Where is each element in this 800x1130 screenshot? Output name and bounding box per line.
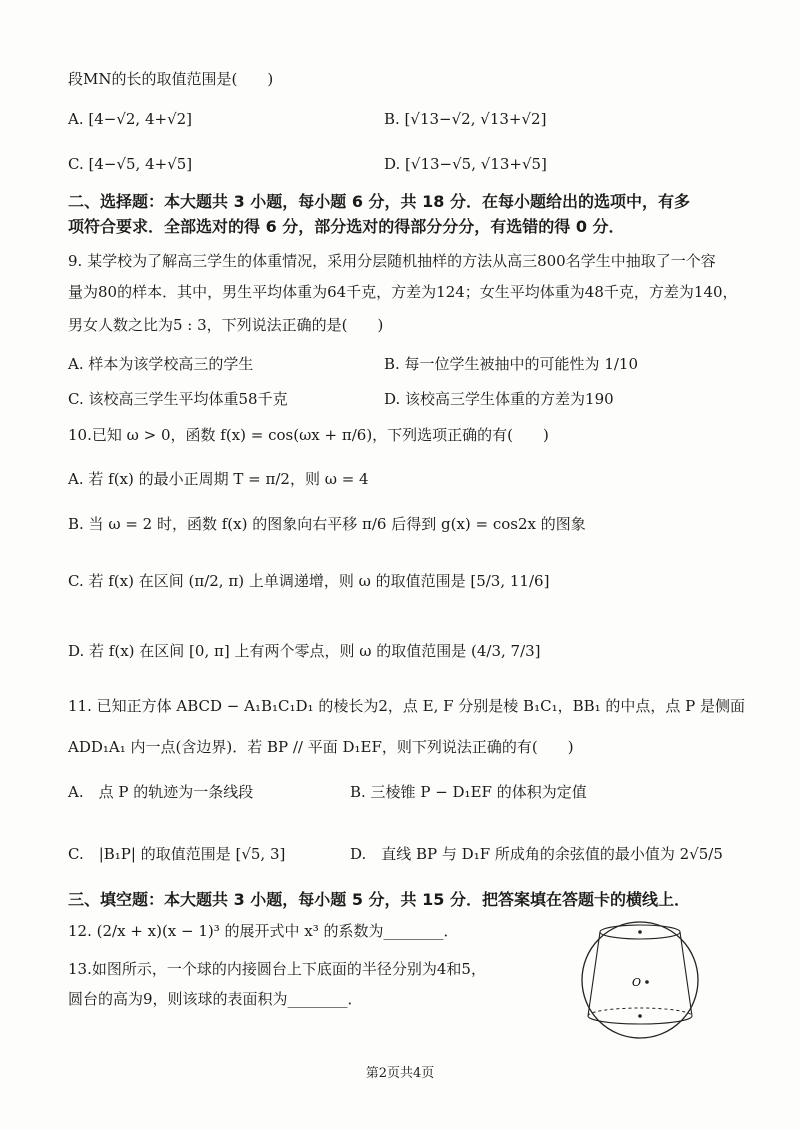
q10-option-a: A. 若 f(x) 的最小正周期 T = π/2，则 ω = 4 <box>68 470 369 488</box>
top-center-dot <box>638 930 642 934</box>
q9-option-a: A. 样本为该学校高三的学生 <box>68 355 254 373</box>
q9-option-d: D. 该校高三学生体重的方差为190 <box>384 390 614 408</box>
q8-option-d: D. [√13−√5, √13+√5] <box>384 155 547 173</box>
q8-option-b: B. [√13−√2, √13+√2] <box>384 110 547 128</box>
q11-option-b: B. 三棱锥 P − D₁EF 的体积为定值 <box>350 783 587 801</box>
q9-option-b: B. 每一位学生被抽中的可能性为 1/10 <box>384 355 639 373</box>
bottom-center-dot <box>638 1014 642 1018</box>
q12-stem: 12. (2/x + x)(x − 1)³ 的展开式中 x³ 的系数为________． <box>68 922 459 940</box>
section2-heading-line1: 二、选择题：本大题共 3 小题，每小题 6 分，共 18 分．在每小题给出的选项中，有多 <box>68 192 690 211</box>
q10-option-d: D. 若 f(x) 在区间 [0, π] 上有两个零点，则 ω 的取值范围是 (4/3, 7/3] <box>68 642 541 660</box>
q10-option-b: B. 当 ω = 2 时，函数 f(x) 的图象向右平移 π/6 后得到 g(x) = cos2x 的图象 <box>68 515 586 533</box>
q9-line1: 9. 某学校为了解高三学生的体重情况，采用分层随机抽样的方法从高三800名学生中抽取了一个容 <box>68 252 716 270</box>
q9-line2: 量为80的样本．其中，男生平均体重为64千克，方差为124；女生平均体重为48千克，方差为140， <box>68 283 738 301</box>
q11-option-c: C. |B₁P| 的取值范围是 [√5, 3] <box>68 845 286 863</box>
q13-line1: 13.如图所示，一个球的内接圆台上下底面的半径分别为4和5， <box>68 960 486 978</box>
page-footer: 第2页共4页 <box>365 1066 435 1081</box>
q11-line2: ADD₁A₁ 内一点(含边界)．若 BP // 平面 D₁EF，则下列说法正确的有( ) <box>68 738 574 756</box>
sphere-center-label: O <box>632 976 642 989</box>
section3-heading: 三、填空题：本大题共 3 小题，每小题 5 分，共 15 分．把答案填在答题卡的横线上． <box>68 890 690 909</box>
q11-option-a: A. 点 P 的轨迹为一条线段 <box>68 783 254 801</box>
sphere-center-dot <box>645 980 649 984</box>
q11-option-d: D. 直线 BP 与 D₁F 所成角的余弦值的最小值为 2√5/5 <box>350 845 723 863</box>
q8-option-a: A. [4−√2, 4+√2] <box>68 110 193 128</box>
q10-option-c: C. 若 f(x) 在区间 (π/2, π) 上单调递增，则 ω 的取值范围是 [5/3, 11/6] <box>68 572 550 590</box>
q10-stem: 10.已知 ω > 0，函数 f(x) = cos(ωx + π/6)，下列选项正确的有( ) <box>68 426 549 444</box>
q9-line3: 男女人数之比为5 : 3，下列说法正确的是( ) <box>68 316 384 334</box>
q11-line1: 11. 已知正方体 ABCD − A₁B₁C₁D₁ 的棱长为2，点 E, F 分别是棱 B₁C₁，BB₁ 的中点，点 P 是侧面 <box>68 697 746 715</box>
sphere-frustum-figure <box>570 918 710 1043</box>
q8-stem-tail: 段MN的长的取值范围是( ) <box>68 70 274 88</box>
q9-option-c: C. 该校高三学生平均体重58千克 <box>68 390 288 408</box>
section2-heading-line2: 项符合要求．全部选对的得 6 分，部分选对的得部分分分，有选错的得 0 分． <box>68 217 625 236</box>
q8-option-c: C. [4−√5, 4+√5] <box>68 155 193 173</box>
q13-line2: 圆台的高为9，则该球的表面积为________． <box>68 990 363 1008</box>
